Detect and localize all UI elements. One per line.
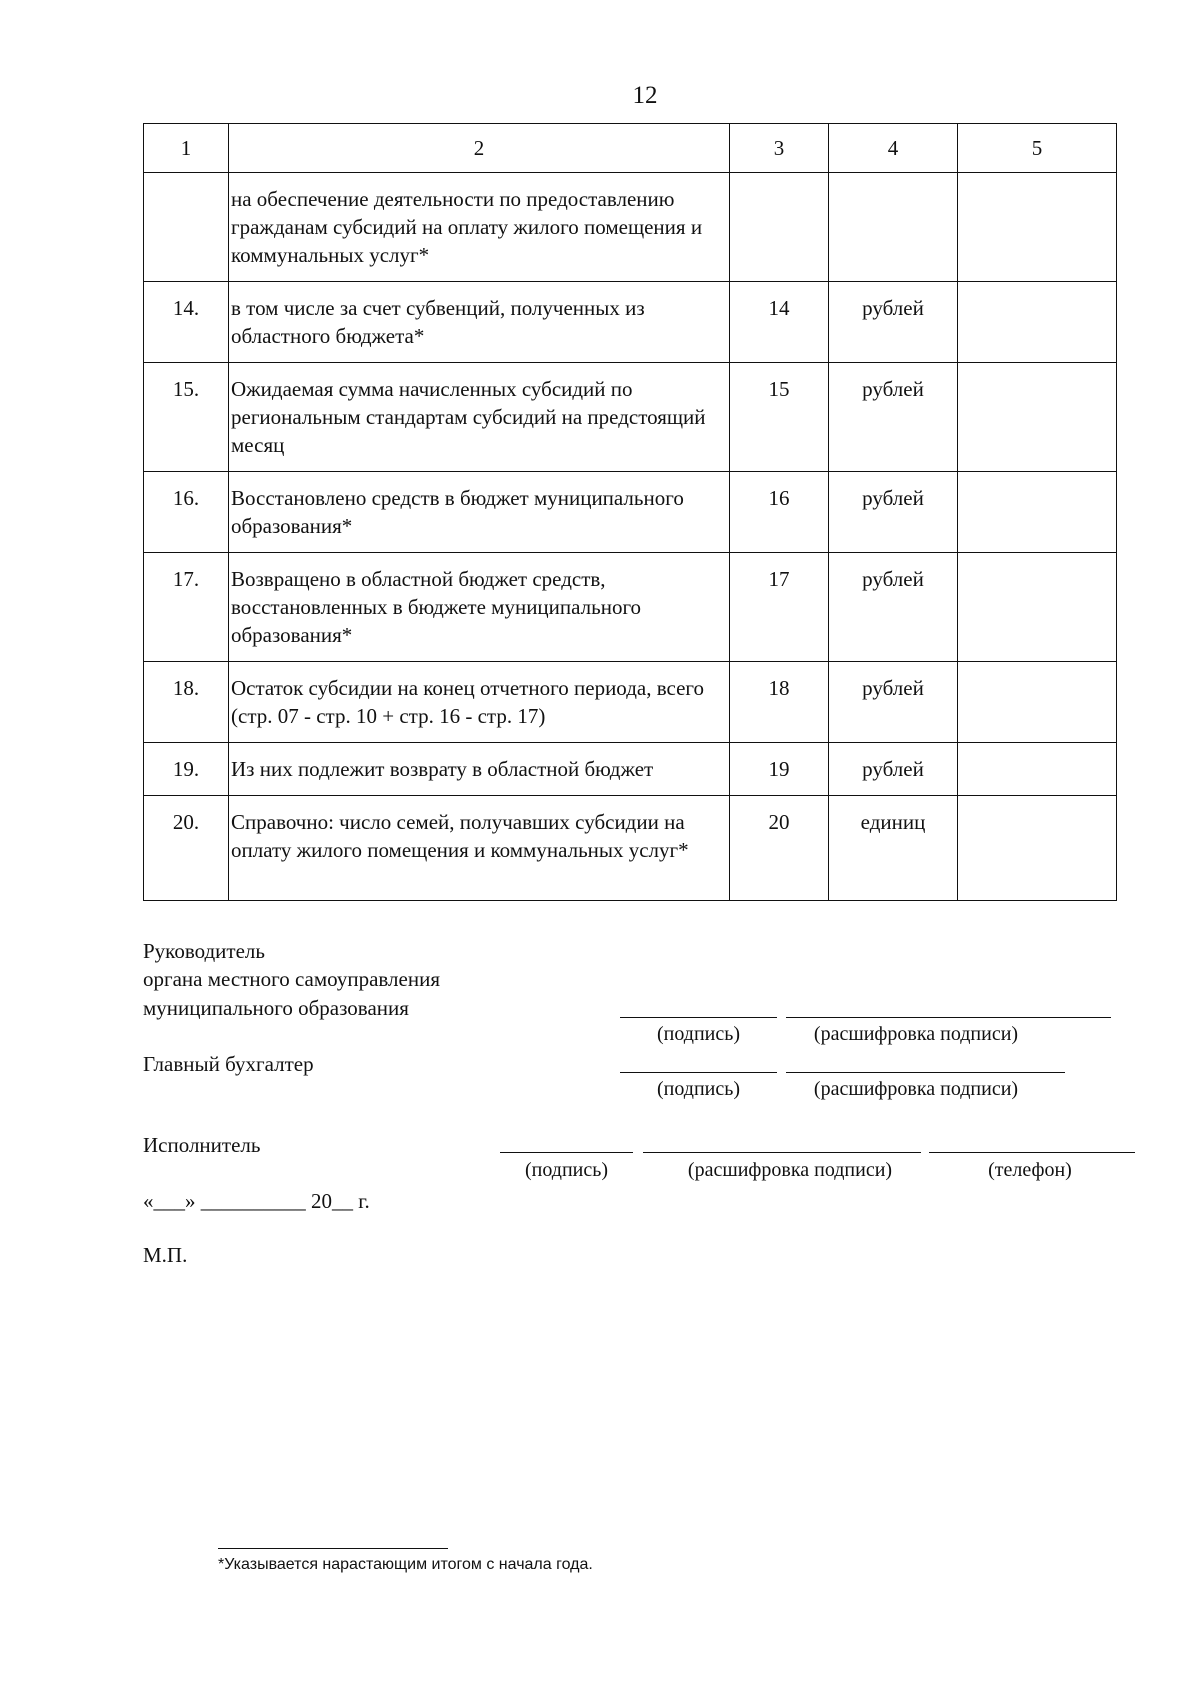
executor-phone-line[interactable] [929,1152,1135,1153]
stamp-label: М.П. [143,1243,188,1267]
table-row [144,472,1117,553]
row-value-cell[interactable] [958,743,1117,796]
executor-phone-caption: (телефон) [988,1159,1072,1181]
row-unit: рублей [829,363,958,472]
row-code: 18 [730,662,829,743]
row-description: Восстановлено средств в бюджет муниципального образования* [229,472,730,553]
row-unit: рублей [829,662,958,743]
row-unit [829,173,958,282]
footnote-divider [218,1548,448,1549]
executor-label: Исполнитель [143,1133,261,1157]
table-row [144,553,1117,662]
row-value-cell[interactable] [958,472,1117,553]
row-number: 15. [144,363,229,472]
header-cell: 4 [829,124,958,173]
row-description: в том числе за счет субвенций, полученных из областного бюджета* [229,282,730,363]
row-code: 20 [730,796,829,901]
row-number: 17. [144,553,229,662]
header-cell: 3 [730,124,829,173]
row-unit: рублей [829,743,958,796]
head-title-line1: Руководитель [143,939,265,963]
row-value-cell[interactable] [958,553,1117,662]
row-unit: единиц [829,796,958,901]
row-description: Ожидаемая сумма начисленных субсидий по региональным стандартам субсидий на предстоящий месяц [229,363,730,472]
row-code: 16 [730,472,829,553]
date-line[interactable]: «___» __________ 20__ г. [143,1189,370,1213]
head-decoding-line[interactable] [786,1017,1111,1018]
row-code: 17 [730,553,829,662]
row-unit: рублей [829,282,958,363]
chief-accountant-label: Главный бухгалтер [143,1052,314,1076]
row-value-cell[interactable] [958,662,1117,743]
report-table [143,123,1117,901]
row-number: 14. [144,282,229,363]
executor-decoding-line[interactable] [643,1152,921,1153]
row-description: Возвращено в областной бюджет средств, восстановленных в бюджете муниципального образования* [229,553,730,662]
row-number: 16. [144,472,229,553]
row-description: на обеспечение деятельности по предоставлению гражданам субсидий на оплату жилого помещения и коммунальных услуг* [229,173,730,282]
row-description: Остаток субсидии на конец отчетного периода, всего (стр. 07 - стр. 10 + стр. 16 - стр. 17) [229,662,730,743]
head-decoding-caption: (расшифровка подписи) [813,1023,1019,1045]
row-number [144,173,229,282]
table-row [144,173,1117,282]
executor-decoding-caption: (расшифровка подписи) [687,1159,893,1181]
table-header-row [144,124,1117,173]
row-value-cell[interactable] [958,363,1117,472]
head-title-line2: органа местного самоуправления [143,967,440,991]
executor-signature-line[interactable] [500,1152,633,1153]
head-title-line3: муниципального образования [143,996,409,1020]
table-row [144,796,1117,901]
row-code: 14 [730,282,829,363]
header-cell: 5 [958,124,1117,173]
row-number: 20. [144,796,229,901]
row-number: 19. [144,743,229,796]
table-row [144,662,1117,743]
accountant-decoding-line[interactable] [786,1072,1065,1073]
row-value-cell[interactable] [958,796,1117,901]
head-signature-line[interactable] [620,1017,777,1018]
page-number: 12 [632,82,658,109]
executor-signature-caption: (подпись) [524,1159,609,1181]
row-description: Справочно: число семей, получавших субсидии на оплату жилого помещения и коммунальных услуг* [229,796,730,901]
row-unit: рублей [829,553,958,662]
row-description: Из них подлежит возврату в областной бюджет [229,743,730,796]
table-row [144,363,1117,472]
header-cell: 2 [229,124,730,173]
row-value-cell[interactable] [958,173,1117,282]
header-cell: 1 [144,124,229,173]
row-number: 18. [144,662,229,743]
footnote: *Указывается нарастающим итогом с начала года. [218,1556,593,1573]
row-code: 19 [730,743,829,796]
accountant-signature-caption: (подпись) [656,1078,741,1100]
row-unit: рублей [829,472,958,553]
row-code: 15 [730,363,829,472]
row-code [730,173,829,282]
table-row [144,282,1117,363]
table-row [144,743,1117,796]
row-value-cell[interactable] [958,282,1117,363]
accountant-decoding-caption: (расшифровка подписи) [813,1078,1019,1100]
head-signature-caption: (подпись) [656,1023,741,1045]
accountant-signature-line[interactable] [620,1072,777,1073]
